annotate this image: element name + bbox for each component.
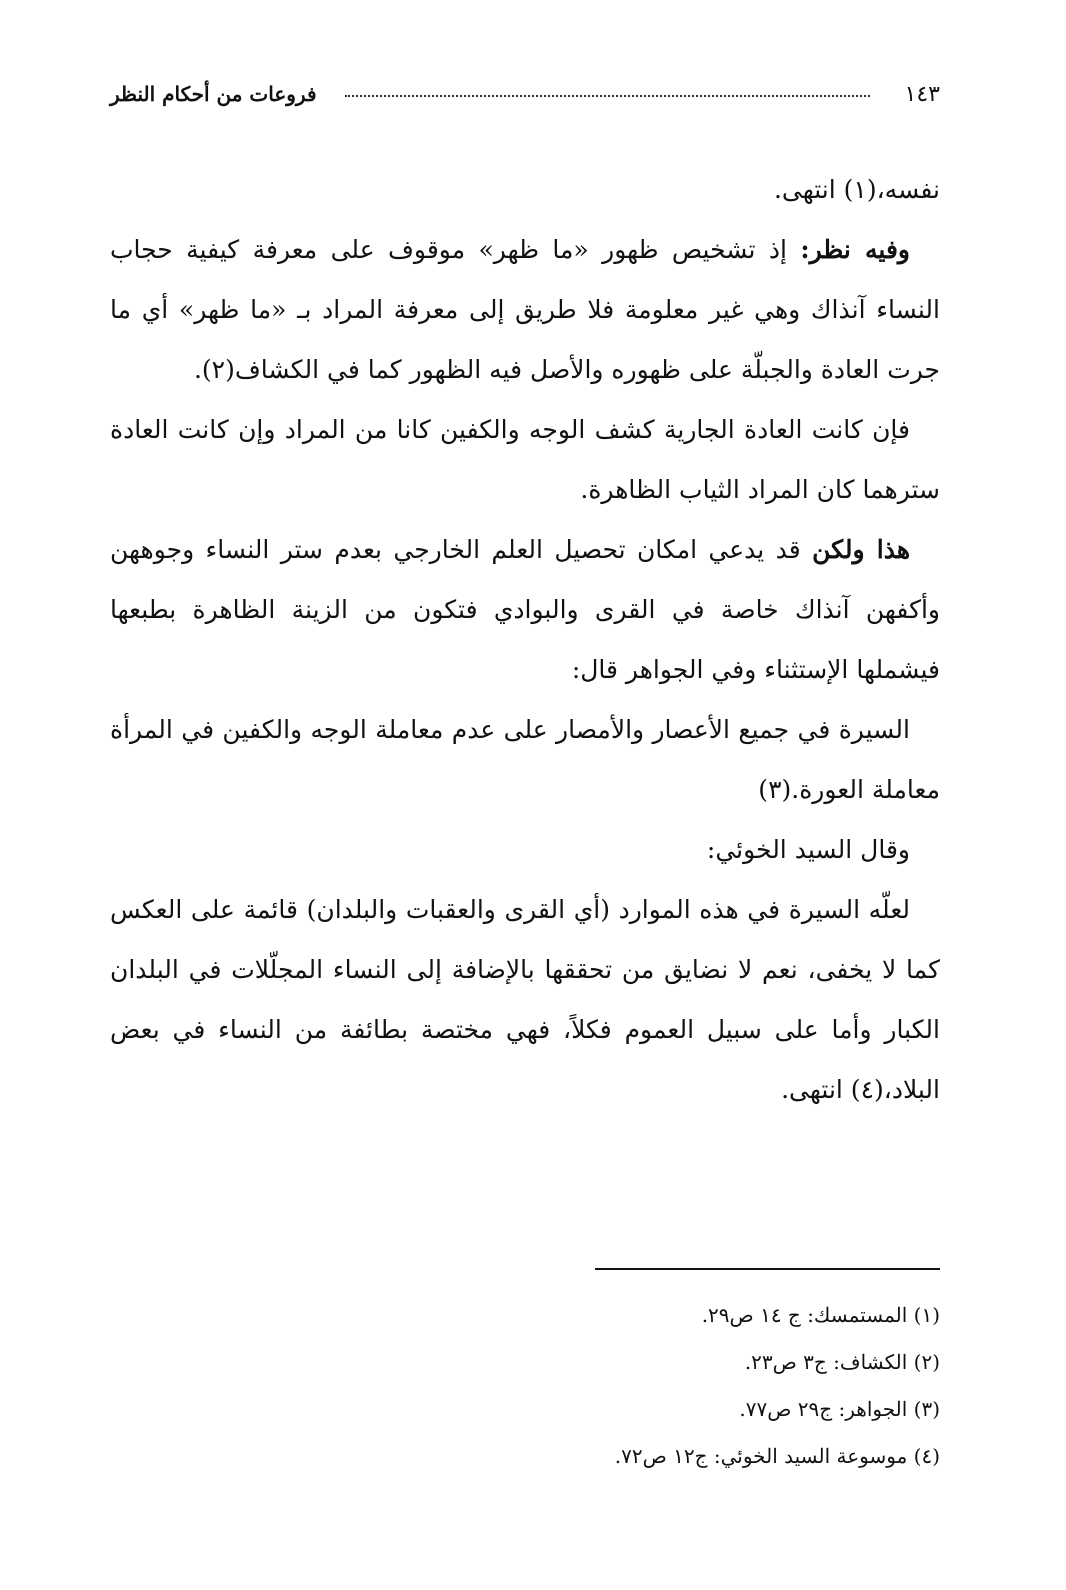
main-text <box>110 160 940 1120</box>
paragraph-6: وقال السيد الخوئي: <box>706 835 910 864</box>
quote-jawahir: السيرة في جميع الأعصار والأمصار على عدم معاملة الوجه والكفين في المرأة معاملة العورة.(٣) <box>110 715 940 804</box>
bold-lead-4: هذا ولكن <box>812 535 911 564</box>
footnote-separator <box>595 1268 940 1270</box>
page-number: ١٤٣ <box>904 82 940 107</box>
paragraph-3: فإن كانت العادة الجارية كشف الوجه والكفين كانا من المراد وإن كانت العادة سترهما كان المراد الثياب الظاهرة. <box>110 415 940 504</box>
footnote-1: (١) المستمسك: ج ١٤ ص٢٩. <box>701 1303 940 1327</box>
paragraph-2 <box>110 220 940 400</box>
quote-khoei: لعلّه السيرة في هذه الموارد (أي القرى والعقبات والبلدان) قائمة على العكس كما لا يخفى، نعم لا نضايق من تحققها بالإضافة إلى النساء المجلّلات في البلدان الكبار وأما على سبيل العموم فكلاً، فهي مختصة بطائفة من النساء في بعض البلاد،(٤) انتهى. <box>110 895 940 1104</box>
footnote-2: (٢) الكشاف: ج٣ ص٢٣. <box>744 1350 940 1374</box>
footnote-3: (٣) الجواهر: ج٢٩ ص٧٧. <box>739 1397 940 1421</box>
paragraph-4 <box>110 520 940 700</box>
book-page <box>110 70 940 1530</box>
footnotes <box>110 1292 940 1480</box>
header-dot-leader <box>345 95 870 97</box>
running-title: فروعات من أحكام النظر <box>110 82 317 106</box>
bold-lead-2: وفيه نظر: <box>800 235 910 264</box>
page-header <box>110 82 940 122</box>
footnote-4: (٤) موسوعة السيد الخوئي: ج١٢ ص٧٢. <box>614 1444 940 1468</box>
paragraph-2-text: إذ تشخيص ظهور «ما ظهر» موقوف على معرفة كيفية حجاب النساء آنذاك وهي غير معلومة فلا طريق إلى معرفة المراد بـ «ما ظهر» أي ما جرت العادة والجبلّة على ظهوره والأصل فيه الظهور كما في الكشاف(٢). <box>110 235 940 384</box>
paragraph-4-text: قد يدعي امكان تحصيل العلم الخارجي بعدم ستر النساء وجوههن وأكفهن آنذاك خاصة في القرى والبوادي فتكون من الزينة الظاهرة بطبعها فيشملها الإستثناء وفي الجواهر قال: <box>110 535 940 684</box>
paragraph-1: نفسه،(١) انتهى. <box>773 175 940 204</box>
